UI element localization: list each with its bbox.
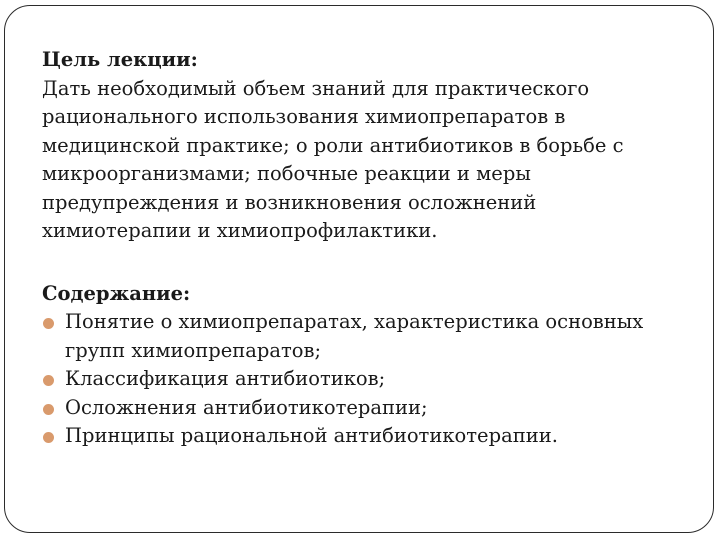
lecture-goal-section — [42, 46, 690, 246]
list-item — [42, 394, 690, 423]
list-item — [42, 365, 690, 394]
contents-list — [42, 308, 690, 451]
list-item-text: Принципы рациональной антибиотикотерапии. — [65, 424, 558, 447]
list-item-text: Осложнения антибиотикотерапии; — [65, 395, 428, 419]
bullet-icon — [43, 432, 54, 443]
slide-content — [42, 46, 690, 451]
list-item — [42, 308, 690, 365]
contents-heading: Содержание: — [42, 281, 191, 305]
contents-section — [42, 280, 690, 451]
bullet-icon — [43, 375, 54, 386]
list-item — [42, 422, 690, 451]
lecture-goal-text: Дать необходимый объем знаний для практического рационального использования химиопрепаратов в медицинской практике; о роли антибиотиков в борьбе с микроорганизмами; побочные реакции и меры предупреждения и возникновения осложнений химиотерапии и химиопрофилактики. — [42, 76, 624, 242]
section-spacer — [42, 246, 690, 280]
bullet-icon — [43, 404, 54, 415]
list-item-text: Классификация антибиотиков; — [65, 367, 386, 390]
bullet-icon — [43, 318, 54, 329]
list-item-text: Понятие о химиопрепаратах, характеристика основных групп химиопрепаратов; — [65, 310, 644, 362]
lecture-goal-heading: Цель лекции: — [42, 48, 198, 71]
